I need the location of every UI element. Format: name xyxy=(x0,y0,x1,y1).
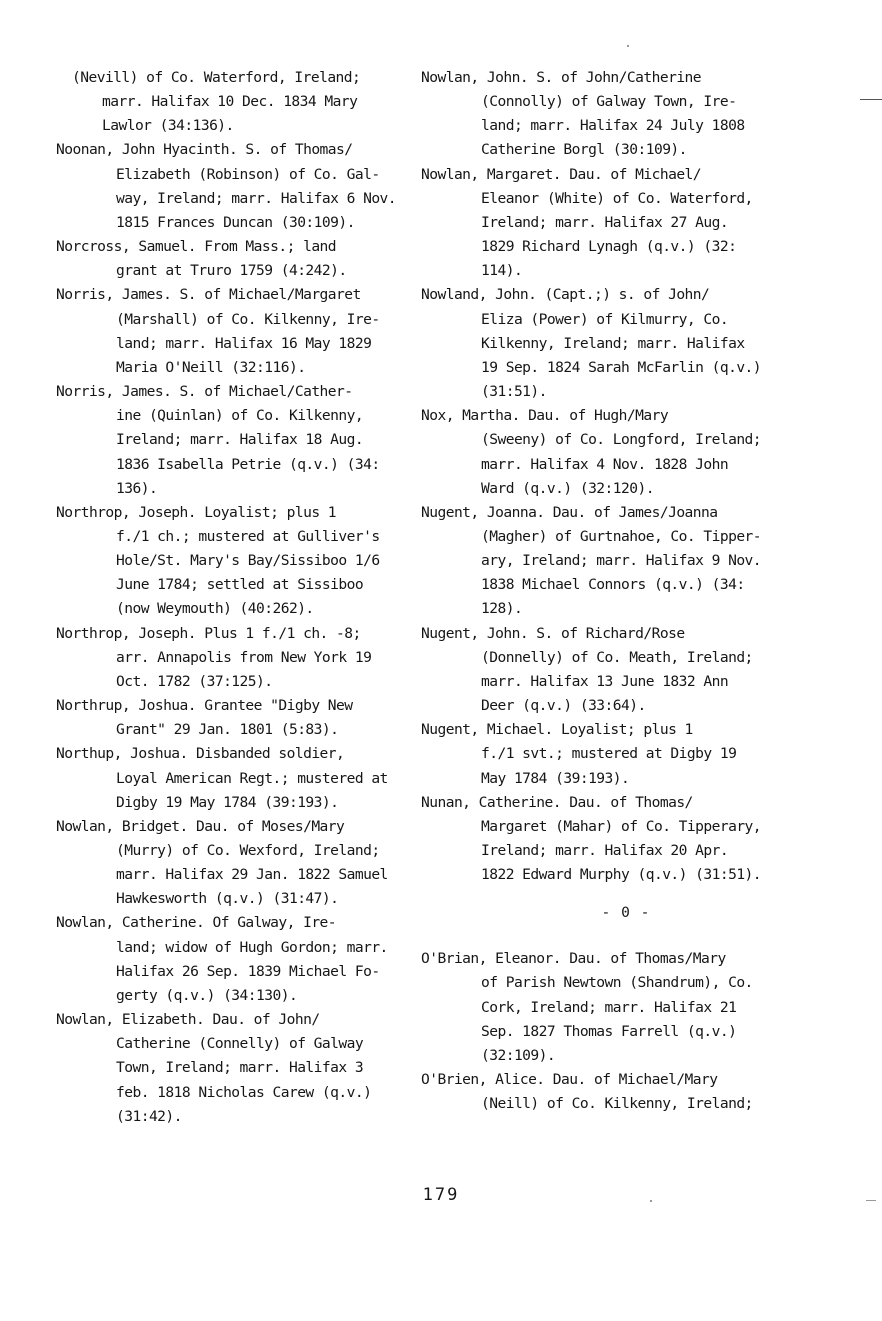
entry-line: Oct. 1782 (37:125). xyxy=(116,672,273,690)
entry xyxy=(421,163,801,284)
entry-line: Sep. 1827 Thomas Farrell (q.v.) xyxy=(481,1022,737,1040)
entry-line: Northrop, Joseph. Plus 1 f./1 ch. -8; xyxy=(56,624,361,642)
entry-line: marr. Halifax 4 Nov. 1828 John xyxy=(481,455,729,473)
entry-line: Nowlan, Bridget. Dau. of Moses/Mary xyxy=(56,817,345,835)
entry-line: Northup, Joshua. Disbanded soldier, xyxy=(56,745,345,763)
entry-line: Noonan, John Hyacinth. S. of Thomas/ xyxy=(56,141,353,159)
entry xyxy=(56,283,432,380)
entry-line: (Sweeny) of Co. Longford, Ireland; xyxy=(481,431,762,449)
entry-line: O'Brian, Eleanor. Dau. of Thomas/Mary xyxy=(421,950,726,968)
entry xyxy=(56,622,432,694)
entry-line: 19 Sep. 1824 Sarah McFarlin (q.v.) xyxy=(481,358,762,376)
entry-line: Norris, James. S. of Michael/Cather- xyxy=(56,383,353,401)
entry-line: Grant" 29 Jan. 1801 (5:83). xyxy=(116,721,339,739)
entry-line: Nowlan, Catherine. Of Galway, Ire- xyxy=(56,914,337,932)
left-column xyxy=(56,66,432,1129)
entry xyxy=(56,138,432,235)
entry xyxy=(56,815,432,912)
entry-line: 114). xyxy=(481,262,523,280)
entry-line: (32:109). xyxy=(481,1046,556,1064)
entry xyxy=(72,66,432,138)
entry-line: Catherine (Connelly) of Galway xyxy=(116,1035,364,1053)
entry-line: Nowlan, Margaret. Dau. of Michael/ xyxy=(421,165,702,183)
entry-line: 1822 Edward Murphy (q.v.) (31:51). xyxy=(481,866,762,884)
entry-line: 1838 Michael Connors (q.v.) (34: xyxy=(481,576,745,594)
entry-line: (Nevill) of Co. Waterford, Ireland; xyxy=(72,69,361,86)
entry-line: Eliza (Power) of Kilmurry, Co. xyxy=(481,310,729,328)
entry xyxy=(421,1068,801,1116)
scan-speck xyxy=(627,45,629,47)
entry-line: Northrop, Joseph. Loyalist; plus 1 xyxy=(56,503,337,521)
entry-line: land; marr. Halifax 24 July 1808 xyxy=(481,117,745,135)
entry-line: (Magher) of Gurtnahoe, Co. Tipper- xyxy=(481,527,762,545)
entry-line: Loyal American Regt.; mustered at xyxy=(116,769,388,787)
entry-line: f./1 svt.; mustered at Digby 19 xyxy=(481,745,737,763)
entry-line: 136). xyxy=(116,479,158,497)
entry-line: Ireland; marr. Halifax 18 Aug. xyxy=(116,431,364,449)
entry-line: Ireland; marr. Halifax 27 Aug. xyxy=(481,213,729,231)
entry-line: f./1 ch.; mustered at Gulliver's xyxy=(116,527,380,545)
entry-line: (Neill) of Co. Kilkenny, Ireland; xyxy=(481,1095,753,1113)
entry-line: Nowlan, Elizabeth. Dau. of John/ xyxy=(56,1011,320,1029)
entry-line: O'Brien, Alice. Dau. of Michael/Mary xyxy=(421,1071,718,1089)
entry xyxy=(56,235,432,283)
margin-mark xyxy=(866,1200,876,1201)
entry xyxy=(56,501,432,622)
entry xyxy=(56,742,432,814)
entry-line: Nugent, Michael. Loyalist; plus 1 xyxy=(421,721,693,739)
entry xyxy=(56,1008,432,1129)
entry-line: arr. Annapolis from New York 19 xyxy=(116,648,372,666)
entry-line: Margaret (Mahar) of Co. Tipperary, xyxy=(481,817,762,835)
entry-line: Norris, James. S. of Michael/Margaret xyxy=(56,286,361,304)
entry xyxy=(56,380,432,501)
entry-line: (Murry) of Co. Wexford, Ireland; xyxy=(116,842,380,859)
entry xyxy=(56,911,432,1008)
entry-line: (Donnelly) of Co. Meath, Ireland; xyxy=(481,648,753,666)
section-divider: - 0 - xyxy=(601,904,651,922)
entry-line: Elizabeth (Robinson) of Co. Gal- xyxy=(116,165,380,183)
entry xyxy=(421,66,801,163)
entry-line: Nunan, Catherine. Dau. of Thomas/ xyxy=(421,793,693,811)
entry-line: June 1784; settled at Sissiboo xyxy=(116,576,364,594)
entry-line: gerty (q.v.) (34:130). xyxy=(116,986,298,1004)
entry-line: Catherine Borgl (30:109). xyxy=(481,141,687,159)
entry xyxy=(421,501,801,622)
entry xyxy=(421,622,801,719)
entry-line: Northrup, Joshua. Grantee "Digby New xyxy=(56,697,353,715)
entry-line: Deer (q.v.) (33:64). xyxy=(481,697,646,715)
entry-line: marr. Halifax 29 Jan. 1822 Samuel xyxy=(116,866,388,884)
right-column xyxy=(421,66,801,1116)
page-number: 179 xyxy=(422,1185,460,1205)
entry-line: 128). xyxy=(481,600,523,618)
entry-line: 1836 Isabella Petrie (q.v.) (34: xyxy=(116,455,380,473)
entry-line: way, Ireland; marr. Halifax 6 Nov. xyxy=(116,189,397,207)
entry xyxy=(56,694,432,742)
entry xyxy=(421,791,801,888)
entry-line: of Parish Newtown (Shandrum), Co. xyxy=(481,974,753,992)
entry-line: (31:51). xyxy=(481,383,547,401)
scan-speck xyxy=(650,1200,652,1202)
entry-line: Nowland, John. (Capt.;) s. of John/ xyxy=(421,286,710,304)
entry-line: Hawkesworth (q.v.) (31:47). xyxy=(116,890,339,908)
entry-line: (Marshall) of Co. Kilkenny, Ire- xyxy=(116,310,380,328)
entry-line: Ireland; marr. Halifax 20 Apr. xyxy=(481,842,729,859)
entry xyxy=(421,947,801,1068)
entry-line: Halifax 26 Sep. 1839 Michael Fo- xyxy=(116,962,380,980)
entry-line: Digby 19 May 1784 (39:193). xyxy=(116,793,339,811)
entry-line: Nowlan, John. S. of John/Catherine xyxy=(421,69,702,86)
entry-line: Maria O'Neill (32:116). xyxy=(116,358,306,376)
entry-line: ine (Quinlan) of Co. Kilkenny, xyxy=(116,407,364,425)
entry-line: 1829 Richard Lynagh (q.v.) (32: xyxy=(481,238,737,256)
entry-line: land; marr. Halifax 16 May 1829 xyxy=(116,334,372,352)
entry-line: land; widow of Hugh Gordon; marr. xyxy=(116,938,388,956)
entry-line: marr. Halifax 13 June 1832 Ann xyxy=(481,672,729,690)
entry-line: Town, Ireland; marr. Halifax 3 xyxy=(116,1059,364,1077)
entry-line: Lawlor (34:136). xyxy=(102,117,234,135)
entry-line: marr. Halifax 10 Dec. 1834 Mary xyxy=(102,93,358,111)
entry xyxy=(421,283,801,404)
entry-line: ary, Ireland; marr. Halifax 9 Nov. xyxy=(481,552,762,570)
entry-line: (Connolly) of Galway Town, Ire- xyxy=(481,93,737,111)
entry-line: Hole/St. Mary's Bay/Sissiboo 1/6 xyxy=(116,552,380,570)
entry-line: Norcross, Samuel. From Mass.; land xyxy=(56,238,337,256)
entry-line: feb. 1818 Nicholas Carew (q.v.) xyxy=(116,1083,372,1101)
entry-line: May 1784 (39:193). xyxy=(481,769,630,787)
margin-mark xyxy=(860,99,882,100)
entry-line: Ward (q.v.) (32:120). xyxy=(481,479,654,497)
entry-line: grant at Truro 1759 (4:242). xyxy=(116,262,347,280)
entry-line: Cork, Ireland; marr. Halifax 21 xyxy=(481,998,737,1016)
entry-line: Nugent, Joanna. Dau. of James/Joanna xyxy=(421,503,718,521)
entry-line: 1815 Frances Duncan (30:109). xyxy=(116,213,355,231)
entry-line: Nox, Martha. Dau. of Hugh/Mary xyxy=(421,407,669,425)
entry-line: (now Weymouth) (40:262). xyxy=(116,600,314,618)
entry-line: Nugent, John. S. of Richard/Rose xyxy=(421,624,685,642)
entry xyxy=(421,718,801,790)
entry xyxy=(421,404,801,501)
entry-line: Kilkenny, Ireland; marr. Halifax xyxy=(481,334,745,352)
entry-line: Eleanor (White) of Co. Waterford, xyxy=(481,189,753,207)
entry-line: (31:42). xyxy=(116,1107,182,1125)
